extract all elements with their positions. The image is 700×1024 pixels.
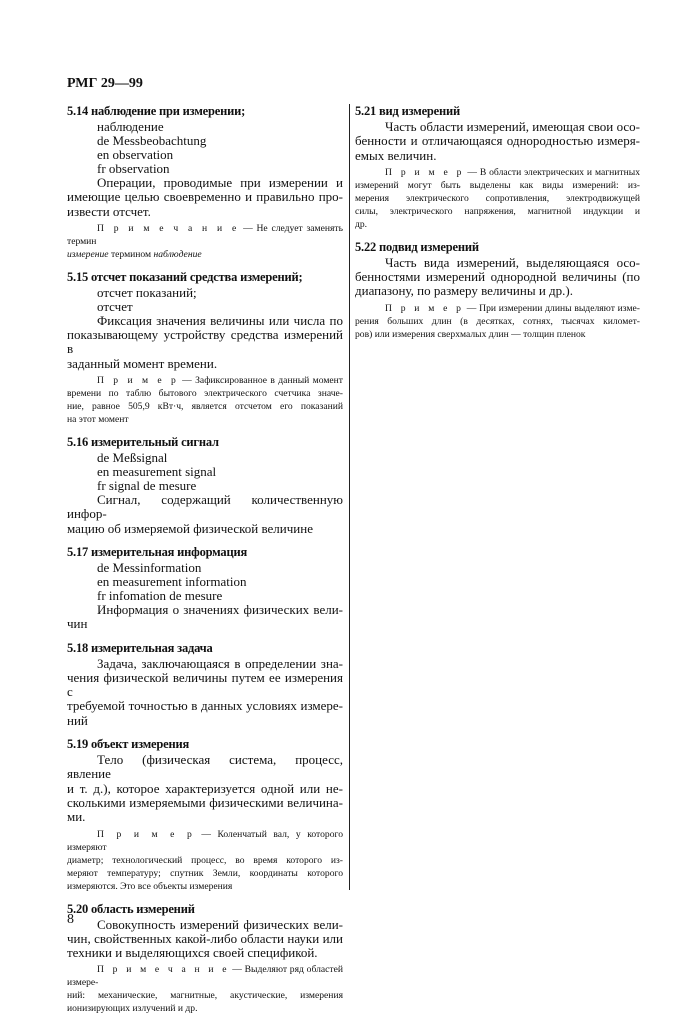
- definition-line: Сигнал, содержащий количественную инфор-: [67, 492, 343, 522]
- entry-heading: 5.19 объект измерения: [67, 737, 190, 752]
- note-text: — Коленчатый вал, у которого измеряют: [67, 828, 344, 853]
- note-line: [67, 828, 343, 854]
- term-synonym: отсчет показаний;: [97, 284, 197, 300]
- definition-line: чин, свойственных какой-либо области науки или: [67, 930, 343, 946]
- definition-line: мацию об измеряемой физической величине: [67, 520, 313, 536]
- definition-line: Задача, заключающаяся в определении зна-: [97, 655, 343, 671]
- note-line: [355, 179, 640, 192]
- note-text: — Зафиксированное в данный момент: [182, 375, 343, 387]
- entry-heading: 5.21 вид измерений: [355, 104, 461, 118]
- term-synonym: наблюдение: [97, 119, 164, 134]
- term-synonym: de Meßsignal: [97, 450, 168, 466]
- note-line: [355, 218, 640, 231]
- note-block: [67, 374, 343, 426]
- note-line: [67, 989, 343, 1002]
- entry-heading: 5.17 измерительная информация: [67, 544, 248, 559]
- note-line: [355, 192, 640, 205]
- left-column: [67, 104, 343, 1024]
- term-entry: [67, 902, 343, 1016]
- note-line: [67, 854, 343, 867]
- note-text: — В области электрических и магнитных: [467, 166, 640, 178]
- column-divider: [349, 104, 350, 890]
- note-text: ионизирующих излучений и др.: [67, 1003, 198, 1015]
- note-text: рения больших длин (в десятках, сотнях, тысячах километ-: [355, 315, 640, 327]
- definition-line: имеющие целью своевременно и правильно про-: [67, 189, 343, 205]
- term-entry: [67, 737, 343, 892]
- note-label: П р и м е р: [385, 166, 465, 178]
- term-entry: [67, 104, 343, 261]
- definition-line: емых величин.: [355, 147, 437, 163]
- note-block: [355, 166, 640, 231]
- note-block: [67, 222, 343, 261]
- right-column: [355, 104, 640, 350]
- note-text: диаметр; технологический процесс, во время которого из-: [67, 854, 343, 866]
- definition-line: чения физической величины путем ее измерения с: [67, 669, 343, 700]
- term-entry: [355, 240, 640, 341]
- entry-heading: 5.22 подвид измерений: [355, 239, 479, 254]
- definition-line: бенностями измерений однородной величины (по: [355, 269, 640, 285]
- note-text: др.: [355, 218, 368, 230]
- note-label: П р и м е ч а н и е: [97, 964, 230, 976]
- definition-line: Часть области измерений, имеющая свои осо-: [385, 119, 640, 134]
- definition-line: Операции, проводимые при измерении и: [97, 175, 343, 190]
- note-text: на этот момент: [67, 414, 129, 426]
- definition-line: требуемой точностью в данных условиях измере-: [67, 698, 343, 714]
- note-text: времени по таблю бытового электрического счетчика значе-: [67, 388, 343, 400]
- note-block: [355, 302, 640, 341]
- note-text: измерений могут быть выделены как виды измерений: из-: [355, 179, 640, 191]
- note-line: [67, 248, 343, 261]
- definition-line: Совокупность измерений физических вели-: [97, 916, 343, 932]
- definition-line: ний: [67, 712, 88, 728]
- note-text: ров) или измерения сверхмалых длин — толщин пленок: [355, 328, 586, 340]
- note-label: П р и м е р: [385, 302, 464, 314]
- term-synonym: fr infomation de mesure: [97, 587, 223, 603]
- term-entry: [355, 104, 640, 231]
- entry-heading: 5.18 измерительная задача: [67, 640, 213, 655]
- term-synonym: de Messbeobachtung: [97, 133, 207, 148]
- definition-line: чин: [67, 616, 88, 632]
- note-line: [67, 963, 343, 989]
- note-line: [67, 880, 343, 893]
- definition-line: и т. д.), которое характеризуется одной или не-: [67, 780, 343, 796]
- note-text: измеряются. Это все объекты измерения: [67, 880, 233, 892]
- note-label: П р и м е ч а н и е: [97, 222, 240, 234]
- term-synonym: fr signal de mesure: [97, 478, 197, 494]
- note-term-italic: наблюдение: [153, 248, 202, 260]
- definition-line: техники и выделяющихся своей спецификой.: [67, 945, 318, 961]
- page-number: 8: [67, 912, 74, 927]
- note-text: ний: механические, магнитные, акустические, измерения: [67, 990, 343, 1002]
- entry-heading: 5.14 наблюдение при измерении;: [67, 104, 246, 118]
- note-line: [355, 205, 640, 218]
- definition-line: извести отсчет.: [67, 203, 151, 219]
- term-synonym: отсчет: [97, 298, 133, 314]
- term-synonym: en observation: [97, 147, 174, 162]
- note-line: [355, 166, 640, 179]
- note-text: мерения электрического сопротивления, электродвижущей: [355, 192, 640, 204]
- note-text: — При измерении длины выделяют изме-: [466, 302, 640, 314]
- note-line: [67, 867, 343, 880]
- note-line: [67, 374, 343, 387]
- note-line: [355, 328, 640, 341]
- entry-heading: 5.15 отсчет показаний средства измерений;: [67, 269, 303, 284]
- note-line: [67, 222, 343, 248]
- entry-heading: 5.20 область измерений: [67, 901, 195, 916]
- note-line: [67, 400, 343, 413]
- note-block: [67, 963, 343, 1015]
- definition-line: Информация о значениях физических вели-: [97, 601, 343, 617]
- note-text: меряют температуру; спутник Земли, координаты которого: [67, 867, 343, 879]
- note-label: П р и м е р: [97, 375, 179, 387]
- definition-line: Часть вида измерений, выделяющаяся осо-: [385, 254, 640, 270]
- term-entry: [67, 641, 343, 728]
- term-synonym: de Messinformation: [97, 559, 202, 575]
- definition-line: Фиксация значения величины или числа по: [97, 312, 343, 328]
- term-entry: [67, 270, 343, 426]
- note-term-italic: измерение: [67, 248, 109, 260]
- definition-line: Тело (физическая система, процесс, явление: [67, 752, 343, 782]
- note-text: — Не следует заменять термин: [67, 222, 343, 247]
- term-synonym: en measurement information: [97, 573, 247, 589]
- definition-line: ми.: [67, 809, 86, 825]
- note-label: П р и м е р: [97, 828, 195, 840]
- note-text: термином: [108, 248, 154, 260]
- definition-line: показывающему устройству средства измерений в: [67, 327, 343, 357]
- term-synonym: en measurement signal: [97, 464, 217, 480]
- document-header: РМГ 29—99: [67, 76, 143, 91]
- term-entry: [67, 435, 343, 536]
- note-line: [67, 387, 343, 400]
- note-line: [355, 302, 640, 315]
- term-entry: [67, 545, 343, 632]
- definition-line: сколькими измеряемыми физическими величина-: [67, 794, 343, 810]
- definition-line: заданный момент времени.: [67, 355, 218, 371]
- definition-line: бенности и отличающаяся однородностью измеря-: [355, 133, 640, 149]
- note-line: [67, 413, 343, 426]
- term-synonym: fr observation: [97, 161, 170, 176]
- note-block: [67, 828, 343, 893]
- definition-line: диапазону, по размеру величины и др.).: [355, 283, 573, 299]
- note-text: силы, электрического напряжения, магнитной индукции и: [355, 205, 640, 217]
- note-text: — Выделяют ряд областей измере-: [67, 964, 343, 989]
- entry-heading: 5.16 измерительный сигнал: [67, 435, 219, 450]
- note-line: [67, 1002, 343, 1015]
- note-text: ние, равное 505,9 кВт·ч, является отсчетом его показаний: [67, 401, 343, 413]
- note-line: [355, 315, 640, 328]
